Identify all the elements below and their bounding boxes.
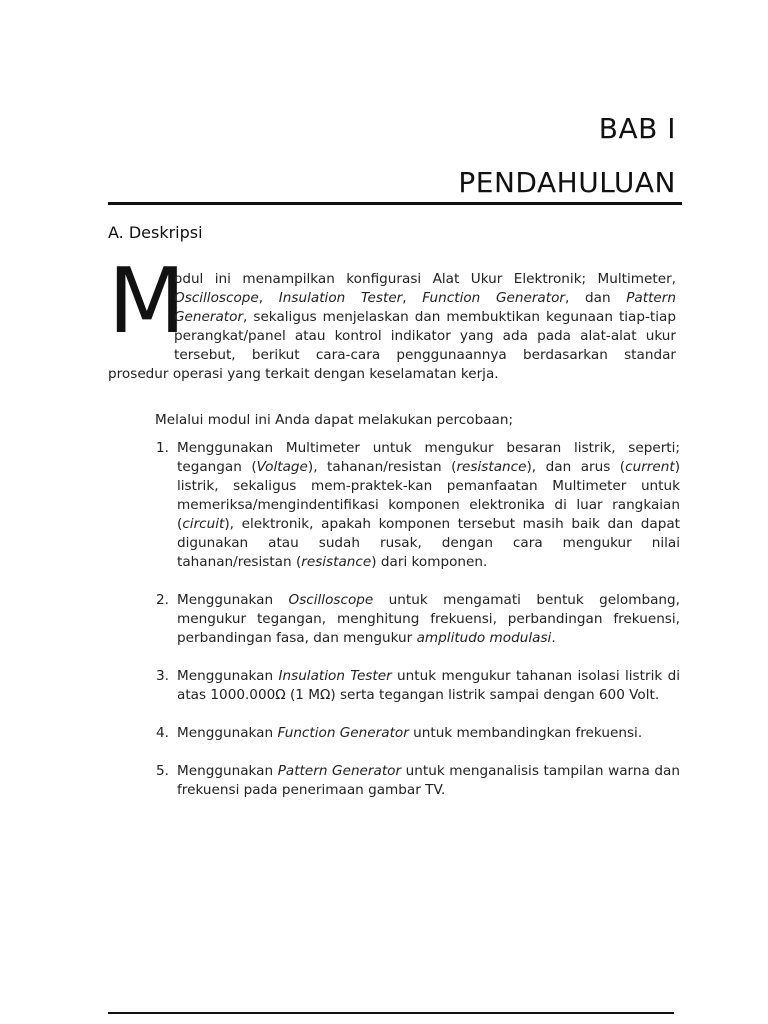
italic-term: Generator xyxy=(174,309,244,325)
list-item xyxy=(150,439,680,572)
italic-term: Pattern Generator xyxy=(277,763,402,779)
experiment-list xyxy=(150,439,680,819)
section-heading: A. Deskripsi xyxy=(108,223,203,242)
list-item-text: Menggunakan Multimeter untuk mengukur besaran listrik, seperti; tegangan (Voltage), tahanan/resistan (resistance), dan arus (current) listrik, sekaligus mem-praktek-kan pemanfaatan Multimeter untuk memeriksa/mengindentifikasi komponen elektronika di luar rangkaian (circuit), elektronik, apakah komponen tersebut masih baik dan dapat digunakan atau sudah rusak, dengan cara mengukur nilai tahanan/resistan (resistance) dari komponen. xyxy=(177,440,681,570)
intro-last-line: prosedur operasi yang terkait dengan keselamatan kerja. xyxy=(108,366,499,382)
list-item-number: 2. xyxy=(156,592,169,608)
intro-line: Generator, sekaligus menjelaskan dan membuktikan kegunaan tiap-tiap xyxy=(174,309,676,325)
footer-divider xyxy=(108,1012,674,1014)
list-item xyxy=(150,591,680,648)
list-item-text: Menggunakan Insulation Tester untuk mengukur tahanan isolasi listrik di atas 1000.000Ω (1 MΩ) serta tegangan listrik sampai dengan 600 Volt. xyxy=(177,668,680,703)
italic-term: current xyxy=(625,459,675,475)
intro-line: tersebut, berikut cara-cara penggunaannya berdasarkan standar xyxy=(174,347,676,363)
list-item-number: 4. xyxy=(156,725,169,741)
italic-term: Pattern xyxy=(626,290,676,306)
italic-term: Insulation Tester xyxy=(278,668,392,684)
list-item-text: Menggunakan Pattern Generator untuk menganalisis tampilan warna dan frekuensi pada penerimaan gambar TV. xyxy=(177,763,681,798)
italic-term: Oscilloscope xyxy=(288,592,374,608)
italic-term: Oscilloscope xyxy=(174,290,259,306)
title-divider xyxy=(108,202,682,205)
list-item-number: 1. xyxy=(156,440,169,456)
list-item-number: 3. xyxy=(156,668,169,684)
lead-sentence: Melalui modul ini Anda dapat melakukan percobaan; xyxy=(155,412,514,428)
list-item xyxy=(150,762,680,800)
italic-term: resistance xyxy=(301,554,372,570)
drop-cap: M xyxy=(108,249,186,354)
italic-term: Insulation Tester xyxy=(278,290,403,306)
italic-term: amplitudo modulasi xyxy=(416,630,552,646)
intro-line: perangkat/panel atau kontrol indikator yang ada pada alat-alat ukur xyxy=(174,328,676,344)
intro-line: odul ini menampilkan konfigurasi Alat Ukur Elektronik; Multimeter, xyxy=(174,271,676,287)
italic-term: circuit xyxy=(182,516,225,532)
list-item-number: 5. xyxy=(156,763,169,779)
intro-line: Oscilloscope, Insulation Tester, Function Generator, dan Pattern xyxy=(174,290,676,306)
italic-term: Function Generator xyxy=(422,290,565,306)
list-item-text: Menggunakan Oscilloscope untuk mengamati bentuk gelombang, mengukur tegangan, menghitung frekuensi, perbandingan frekuensi, perbandingan fasa, dan mengukur amplitudo modulasi. xyxy=(177,592,680,646)
intro-paragraph xyxy=(174,270,676,365)
list-item-text: Menggunakan Function Generator untuk membandingkan frekuensi. xyxy=(177,725,643,741)
chapter-label: BAB I xyxy=(598,112,676,145)
italic-term: resistance xyxy=(456,459,527,475)
list-item xyxy=(150,724,680,743)
list-item xyxy=(150,667,680,705)
italic-term: Voltage xyxy=(256,459,308,475)
chapter-title: PENDAHULUAN xyxy=(458,166,676,199)
italic-term: Function Generator xyxy=(277,725,409,741)
